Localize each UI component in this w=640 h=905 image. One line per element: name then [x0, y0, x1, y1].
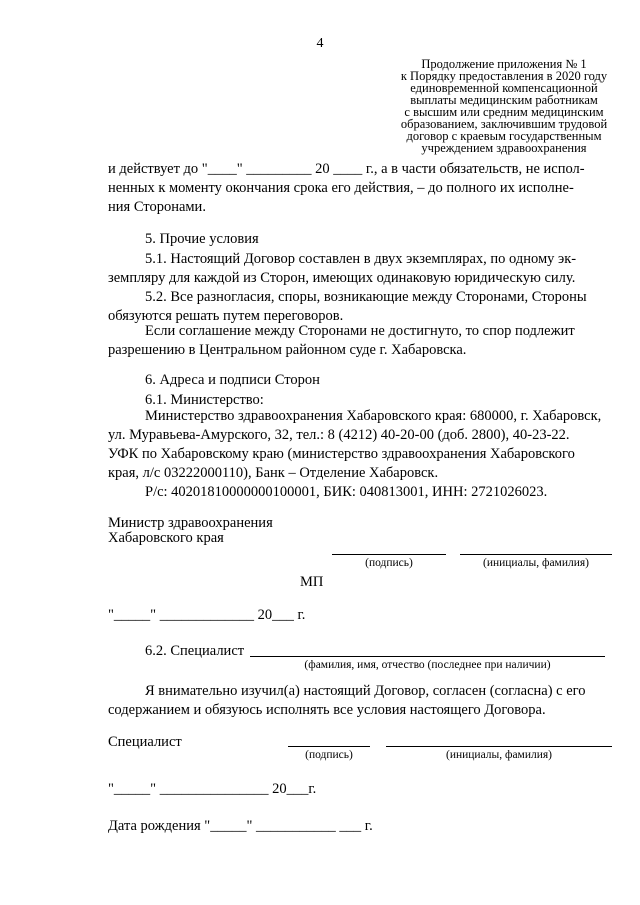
caption-fio: (фамилия, имя, отчество (последнее при наличии)	[304, 659, 551, 671]
minister-title	[108, 516, 273, 546]
text-line: 5.2. Все разногласия, споры, возникающие между Сторонами, Стороны	[145, 289, 587, 305]
appendix-header	[368, 58, 640, 154]
text-line: УФК по Хабаровскому краю (министерство здравоохранения Хабаровского	[108, 446, 575, 462]
caption-signature: (подпись)	[365, 557, 413, 569]
header-line: образованием, заключившим трудовой	[400, 117, 608, 131]
header-line: к Порядку предоставления в 2020 году	[400, 69, 608, 83]
text-line: Министерство здравоохранения Хабаровского края: 680000, г. Хабаровск,	[145, 408, 602, 424]
text-line: Хабаровского края	[108, 530, 224, 546]
text-line: края, л/с 03222000110), Банк – Отделение Хабаровск.	[108, 465, 439, 481]
text-line: ул. Муравьева-Амурского, 32, тел.: 8 (4212) 40-20-00 (доб. 2800), 40-23-22.	[108, 427, 570, 443]
header-line: единовременной компенсационной	[410, 81, 598, 95]
clause-5-2	[108, 288, 612, 326]
section-6-title: 6. Адреса и подписи Сторон	[145, 372, 320, 388]
header-line: Продолжение приложения № 1	[421, 57, 587, 71]
text-line: земпляру для каждой из Сторон, имеющих одинаковую юридическую силу.	[108, 270, 576, 286]
text-line: Министр здравоохранения	[108, 515, 273, 531]
validity-paragraph	[108, 160, 612, 217]
text-line: ненных к моменту окончания срока его действия, – до полного их исполне-	[108, 180, 574, 196]
text-line: Если соглашение между Сторонами не достигнуто, то спор подлежит	[145, 323, 575, 339]
specialist-signature-line[interactable]	[288, 746, 370, 747]
ministry-details	[108, 407, 612, 502]
section-5-title: 5. Прочие условия	[145, 231, 259, 247]
specialist-fio-line[interactable]	[250, 656, 605, 657]
text-line: и действует до "____" _________ 20 ____ г., а в части обязательств, не испол-	[108, 161, 585, 177]
specialist-date-line[interactable]: "_____" _______________ 20___г.	[108, 781, 317, 797]
text-line: обязуются решать путем переговоров.	[108, 308, 344, 324]
minister-signature-line[interactable]	[332, 554, 446, 555]
text-line: ния Сторонами.	[108, 199, 206, 215]
clause-6-2-label: 6.2. Специалист	[145, 643, 245, 659]
specialist-initials-line[interactable]	[386, 746, 612, 747]
minister-date-line[interactable]: "_____" _____________ 20___ г.	[108, 607, 306, 623]
stamp-label: МП	[300, 574, 324, 590]
header-line: учреждением здравоохранения	[421, 141, 587, 155]
text-line: содержанием и обязуюсь исполнять все условия настоящего Договора.	[108, 702, 546, 718]
header-line: договор с краевым государственным	[406, 129, 602, 143]
clause-6-1: 6.1. Министерство:	[145, 392, 264, 408]
caption-initials: (инициалы, фамилия)	[482, 557, 590, 569]
header-line: выплаты медицинским работникам	[410, 93, 598, 107]
clause-5-1	[108, 250, 612, 288]
specialist-label: Специалист	[108, 734, 182, 750]
text-line: Я внимательно изучил(а) настоящий Договор, согласен (согласна) с его	[145, 683, 586, 699]
birth-date-line[interactable]: Дата рождения "_____" ___________ ___ г.	[108, 818, 373, 834]
court-paragraph	[108, 322, 612, 360]
text-line: разрешению в Центральном районном суде г. Хабаровска.	[108, 342, 467, 358]
caption-signature: (подпись)	[305, 749, 353, 761]
agreement-paragraph	[108, 682, 612, 720]
caption-initials: (инициалы, фамилия)	[445, 749, 553, 761]
header-line: с высшим или средним медицинским	[404, 105, 604, 119]
page-number: 4	[316, 36, 324, 51]
bank-details: Р/с: 40201810000000100001, БИК: 040813001, ИНН: 2721026023.	[145, 484, 548, 500]
minister-initials-line[interactable]	[460, 554, 612, 555]
text-line: 5.1. Настоящий Договор составлен в двух экземплярах, по одному эк-	[145, 251, 577, 267]
